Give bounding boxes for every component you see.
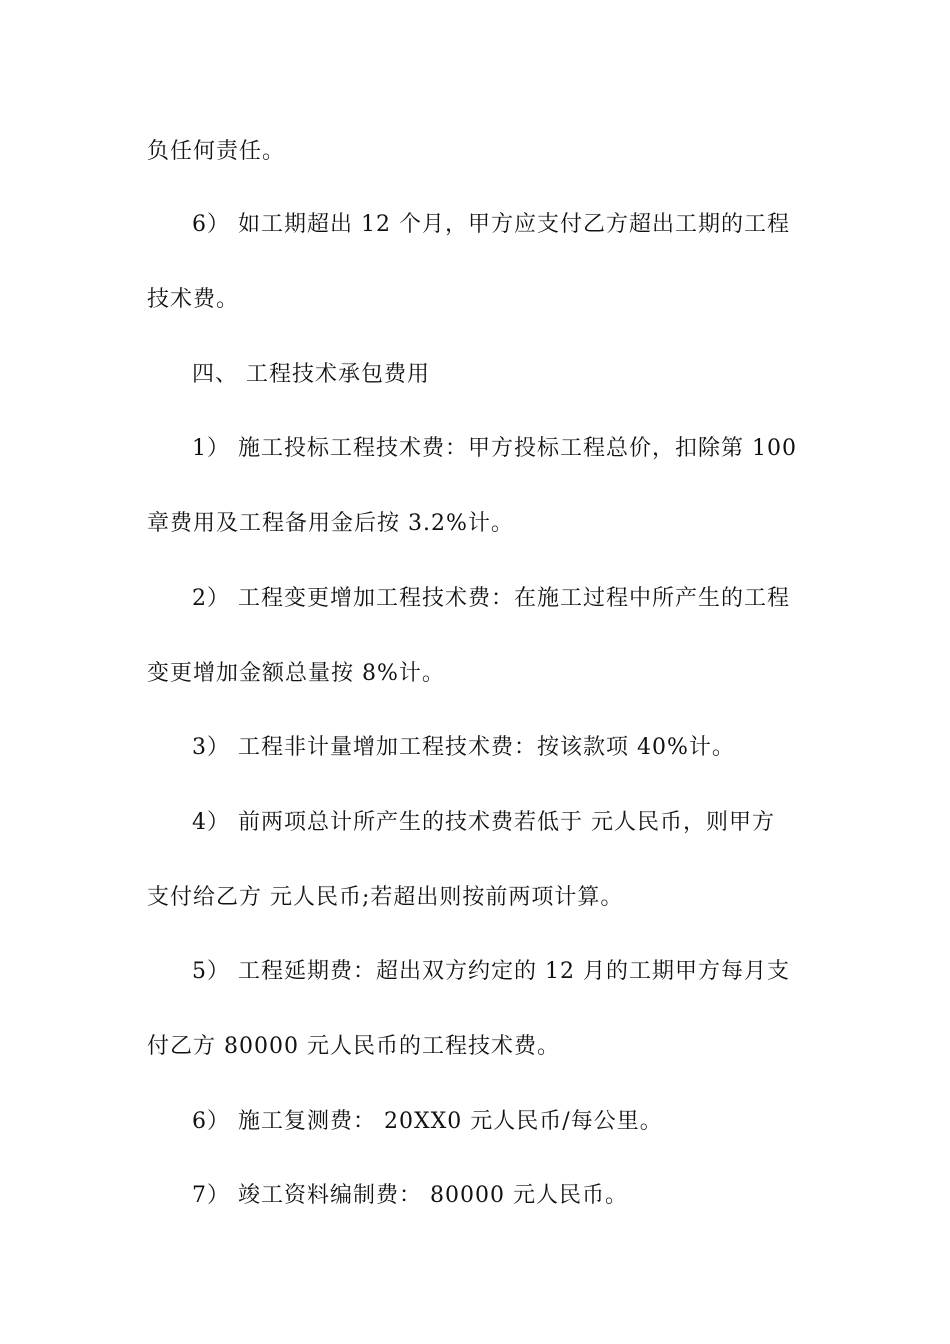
text-line: 6） 如工期超出 12 个月，甲方应支付乙方超出工期的工程 [192,212,790,237]
text-line: 3） 工程非计量增加工程技术费：按该款项 40%计。 [192,735,735,760]
text-line: 4） 前两项总计所产生的技术费若低于 元人民币，则甲方 [192,810,775,835]
text-line: 1） 施工投标工程技术费：甲方投标工程总价，扣除第 100 [192,436,797,461]
text-line: 2） 工程变更增加工程技术费：在施工过程中所产生的工程 [192,586,790,611]
text-line: 技术费。 [147,287,240,312]
text-line: 6） 施工复测费： 20XX0 元人民币/每公里。 [192,1109,663,1134]
text-line: 支付给乙方 元人民币;若超出则按前两项计算。 [147,885,624,910]
text-line: 章费用及工程备用金后按 3.2%计。 [147,511,514,536]
section-heading: 四、 工程技术承包费用 [192,362,430,387]
text-line: 5） 工程延期费：超出双方约定的 12 月的工期甲方每月支 [192,959,790,984]
text-line: 付乙方 80000 元人民币的工程技术费。 [147,1034,560,1059]
text-line: 负任何责任。 [147,139,286,164]
text-line: 变更增加金额总量按 8%计。 [147,661,445,686]
text-line: 7） 竣工资料编制费： 80000 元人民币。 [192,1183,628,1208]
